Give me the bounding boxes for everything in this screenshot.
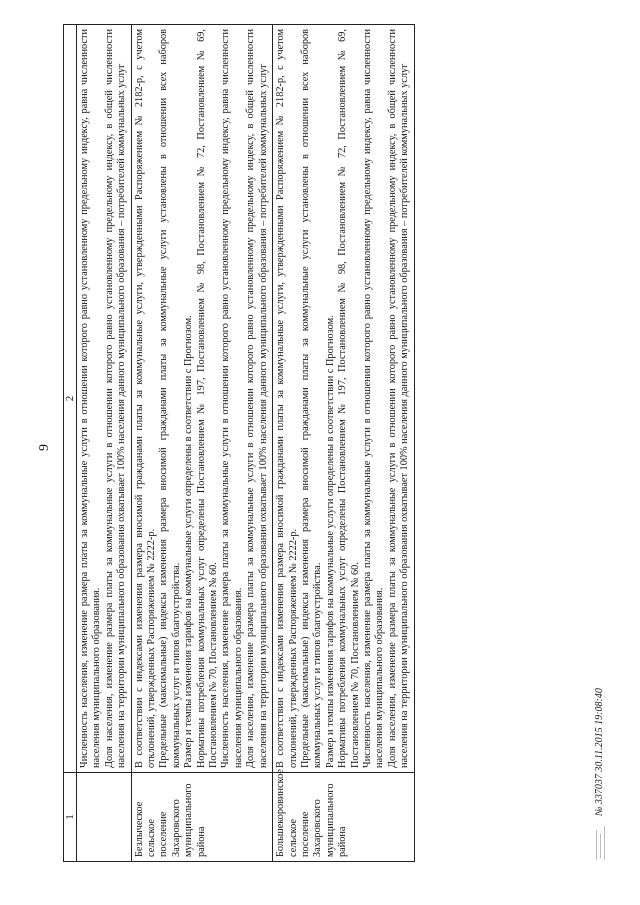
description-paragraph: Доля населения, изменение размера платы за коммунальные услуги в отношении которого равно установленному предельному индексу, в общей численности населения на территории муниципального образования охватывает 100% населения данного муниципального образования – потребителей коммунальных услуг <box>103 29 128 768</box>
description-cell <box>77 25 132 773</box>
table-row <box>77 25 132 862</box>
description-paragraph: Доля населения, изменение размера платы за коммунальные услуги в отношении которого равно установленному предельному индексу, в общей численности населения на территории муниципального образования охватывает 100% населения данного муниципального образования – потребителей коммунальных услуг <box>386 29 411 768</box>
description-paragraph: В соответствии с индексами изменения размера вносимой гражданами платы за коммунальные услуги, утвержденными Распоряжением № 2182-р, с учетом отклонений, утвержденных Распоряжением № 2222-р. <box>133 29 158 768</box>
municipality-line: Безлычеcкое <box>133 801 145 857</box>
table-row <box>131 25 272 862</box>
municipality-line: Захаровского <box>170 799 182 857</box>
rotated-page <box>15 5 625 890</box>
description-cell <box>131 25 272 773</box>
municipality-line: сельское поселение <box>146 811 170 857</box>
table-row <box>273 25 414 862</box>
description-paragraph: Предельные (максимальные) индексы изменения размера вносимой гражданами платы за коммунальные услуги установлены в отношении всех наборов коммунальных услуг и типов благоустройства. <box>158 29 182 768</box>
municipality-cell <box>131 773 272 862</box>
description-paragraph: Доля населения, изменение размера платы за коммунальные услуги в отношении которого равно установленному предельному индексу, в общей численности населения на территории муниципального образования охватывает 100% населения данного муниципального образования – потребителей коммунальных услуг <box>245 29 269 768</box>
description-paragraph: Размер и темпы изменения тарифов на коммунальные услуги определены в соответствии с Прогнозом. <box>183 315 195 768</box>
municipality-line: сельское поселение <box>287 811 311 857</box>
description-paragraph: Численность населения, изменение размера платы за коммунальные услуги в отношении которого равно установленному предельному индексу, равна численности населения муниципального образования. <box>361 29 386 768</box>
description-paragraph: Нормативы потребления коммунальных услуг определены Постановлением № 197, Постановлением № 98, Постановлением № 72, Постановлением № 69, Постановлением № 70, Постановлением № 60. <box>337 29 361 768</box>
registry-stamp-icon <box>588 822 610 862</box>
municipality-line: Большекоровинское <box>275 769 287 857</box>
page-number: 9 <box>37 444 52 451</box>
content-table <box>63 24 415 862</box>
description-paragraph: В соответствии с индексами изменения размера вносимой гражданами платы за коммунальные услуги, утвержденными Распоряжением № 2182-р, с учетом отклонений, утвержденных Распоряжением № 2222-р. <box>275 29 299 768</box>
description-paragraph: Предельные (максимальные) индексы изменения размера вносимой гражданами платы за коммунальные услуги установлены в отношении всех наборов коммунальных услуг и типов благоустройства. <box>299 29 324 768</box>
doc-registry-number: № 337037 30.11.2015 19:08:40 <box>593 688 605 816</box>
header-col-2: 2 <box>64 25 77 773</box>
table-header-row <box>64 25 77 862</box>
municipality-line: района <box>195 826 207 857</box>
header-col-1: 1 <box>64 773 77 862</box>
table-body <box>77 25 415 862</box>
municipality-line: Захаровского <box>312 799 324 857</box>
municipality-cell <box>273 769 414 862</box>
footer-stamp <box>588 362 610 862</box>
description-paragraph: Численность населения, изменение размера платы за коммунальные услуги в отношении которого равно установленному предельному индексу, равна численности населения муниципального образования. <box>79 29 103 768</box>
description-paragraph: Размер и темпы изменения тарифов на коммунальные услуги определены в соответствии с Прогнозом. <box>324 315 336 768</box>
municipality-line: муниципального <box>324 783 336 857</box>
description-paragraph: Численность населения, изменение размера платы за коммунальные услуги в отношении которого равно установленному предельному индексу, равна численности населения муниципального образования. <box>220 29 244 768</box>
description-paragraph: Нормативы потребления коммунальных услуг определены Постановлением № 197, Постановлением № 98, Постановлением № 72, Постановлением № 69, Постановлением № 70, Постановлением № 60. <box>195 29 220 768</box>
municipality-line: муниципального <box>183 783 195 857</box>
description-cell <box>273 25 414 773</box>
municipality-line: района <box>337 826 349 857</box>
municipality-cell <box>77 773 132 862</box>
